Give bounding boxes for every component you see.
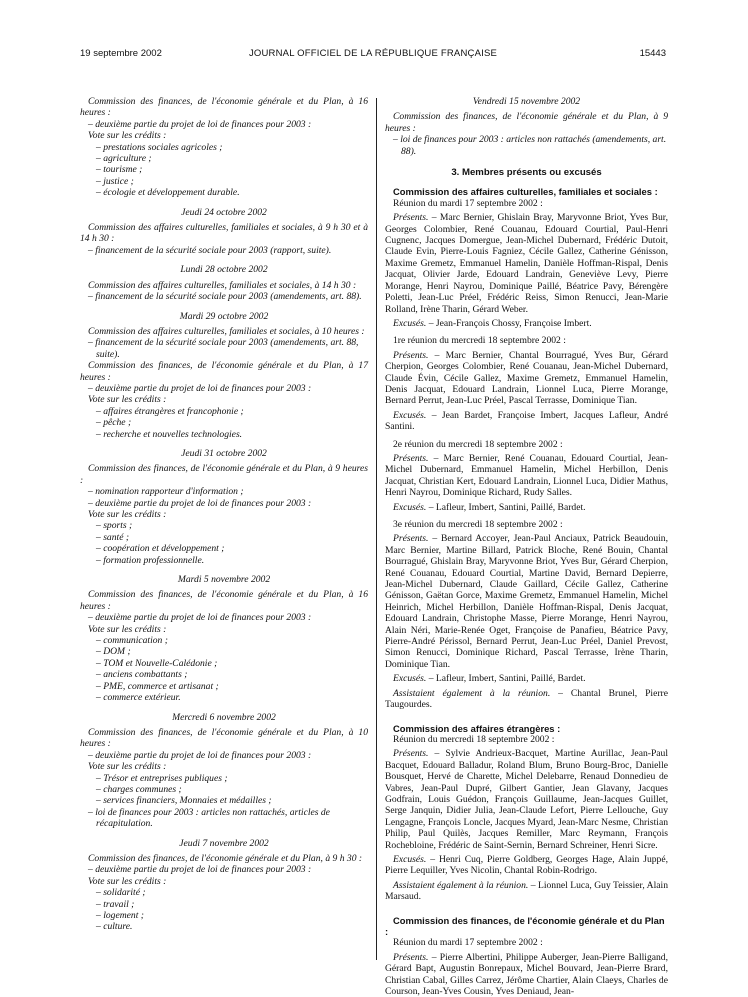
agenda-items [80, 119, 368, 130]
agenda-item: – nomination rapporteur d'information ; [88, 486, 244, 498]
agenda-item: – loi de finances pour 2003 : articles non rattachés (amendements, art. 88). [393, 134, 667, 157]
committee-name: Commission des finances, de l'économie générale et du Plan : [385, 914, 665, 937]
agenda-item: – deuxième partie du projet de loi de finances pour 2003 : [88, 497, 312, 509]
committee-name: Commission des affaires culturelles, familiales et sociales : [393, 186, 658, 198]
excused-label: Excusés. [393, 853, 427, 865]
agenda-items [385, 134, 668, 157]
committee-heading: Commission des affaires culturelles, familiales et sociales, à 9 h 30 et à 14 h 30 : [80, 222, 368, 245]
excused-list: – Lafleur, Imbert, Santini, Paillé, Bardet. [426, 501, 586, 513]
present-list: – Marc Bernier, Ghislain Bray, Maryvonne Briot, Yves Bur, Georges Colombier, René Couanau, Edouard Courtial, Paul-Henri Cugnenc, Jacques Domergue, Jean-Michel Dubernard, Frédéric Dutoit, Claude Evin, Pierre-Louis Fagniez, Cécile Gallez, Catherine Génisson, Maxime Gremetz, Emmanuel Hamelin, Danièle Hoffman-Rispal, Denis Jacquat, Olivier Jarde, Edouard Landrain, Geneviève Levy, Pierre Morange, Henri Nayrou, Dominique Paillé, Béatrice Pavy, Bérengère Poletti, Jean-Luc Préel, Frédéric Reiss, Simon Renucci, Jean-Marie Rolland, Irène Tharin, Gérard Weber. [385, 212, 668, 315]
credit-items [80, 142, 368, 199]
agenda-item: – deuxième partie du projet de loi de finances pour 2003 : [88, 382, 312, 394]
committee-heading: Commission des finances, de l'économie générale et du Plan, à 10 heures : [80, 726, 368, 750]
credit-items [80, 635, 368, 703]
credit-items [80, 406, 368, 440]
present-label: Présents. [393, 349, 429, 361]
page-number: 15443 [639, 48, 666, 59]
also-attending [385, 880, 668, 903]
committee-heading: Commission des finances, de l'économie générale et du Plan, à 17 heures : [80, 360, 368, 383]
present-members [385, 212, 668, 315]
left-column [80, 96, 368, 933]
credit-item: – culture. [96, 921, 133, 933]
credit-item: – communication ; [96, 635, 168, 647]
day-heading: Mercredi 6 novembre 2002 [172, 711, 276, 723]
agenda-item: – financement de la sécurité sociale pour 2003 (amendements, art. 88). [88, 291, 362, 303]
present-list: – Sylvie Andrieux-Bacquet, Martine Aurillac, Jean-Paul Bacquet, Edouard Balladur, Roland Blum, Bruno Bourg-Broc, Danielle Bousquet, Hervé de Charette, Michel Delebarre, Renaud Donnedieu de Vabres, Jean-Paul Dupré, Gilbert Gantier, Jean Glavany, Jacques Godfrain, Louis Guédon, François Guillaume, Jean-Jacques Guillet, Serge Janquin, Didier Julia, Jean-Claude Lefort, Pierre Lellouche, Guy Lengagne, François Loncle, Jacques Myard, Jean-Marc Nesme, Christian Philip, Paul Quilès, Jacques Remiller, Marc Reymann, François Rochebloine, Frédéric de Saint-Sernin, Bernard Schreiner, Henri Sicre. [385, 748, 668, 851]
excused-label: Excusés. [393, 673, 427, 685]
credit-item: – coopération et développement ; [96, 543, 225, 555]
committee-name: Commission des affaires étrangères : [393, 722, 561, 734]
credit-item: – justice ; [96, 175, 134, 187]
committee-heading: Commission des affaires culturelles, familiales et sociales, à 10 heures : [88, 325, 365, 337]
credit-item: – anciens combattants ; [96, 669, 188, 681]
meeting-date: Réunion du mercredi 18 septembre 2002 : [393, 733, 555, 745]
committee-heading: Commission des finances, de l'économie générale et du Plan, à 9 heures : [385, 111, 668, 134]
credit-item: – commerce extérieur. [96, 692, 181, 704]
present-label: Présents. [393, 212, 429, 224]
day-heading: Mardi 29 octobre 2002 [179, 310, 269, 322]
agenda-items [80, 486, 368, 509]
agenda-item: – financement de la sécurité sociale pour 2003 (amendements, art. 88, suite). [88, 337, 359, 360]
right-column [385, 96, 668, 997]
meeting-date: 1re réunion du mercredi 18 septembre 2002 : [393, 335, 566, 347]
credit-item: – santé ; [96, 531, 130, 543]
credit-item: – recherche et nouvelles technologies. [96, 428, 243, 440]
present-label: Présents. [393, 748, 429, 760]
agenda-item: – deuxième partie du projet de loi de finances pour 2003 : [88, 612, 312, 624]
committee-heading: Commission des finances, de l'économie générale et du Plan, à 16 heures : [80, 589, 368, 612]
day-heading: Vendredi 15 novembre 2002 [472, 96, 581, 107]
also-attending-list: – Lionnel Luca, Guy Teissier, Alain Marsaud. [385, 879, 668, 903]
also-attending [385, 688, 668, 711]
present-list: – Bernard Accoyer, Jean-Paul Anciaux, Patrick Beaudouin, Marc Bernier, Martine Billard, Patrick Bloche, René Bouin, Chantal Bourragué, Ghislain Bray, Maryvonne Briot, Yves Bur, Gérard Cherpion, René Couanau, Edouard Courtial, Martine David, Bernard Depierre, Jean-Michel Dubernard, Claude Gaillard, Cécile Gallez, Catherine Génisson, Gaëtan Gorce, Maxime Gremetz, Emmanuel Hamelin, Michel Heinrich, Michel Herbillon, Danièle Hoffman-Rispal, Denis Jacquat, Edouard Landrain, Christophe Masse, Pierre Morange, Henri Nayrou, Alain Néri, Marie-Renée Oget, Françoise de Panafieu, Béatrice Pavy, Pierre-André Périssol, Bernard Perrut, Jean-Luc Préel, Daniel Prevost, Simon Renucci, Dominique Richard, Pascal Terrasse, Irène Tharin, Dominique Tian. [385, 533, 668, 670]
credit-items [80, 887, 368, 933]
credit-items [80, 773, 368, 807]
agenda-items [80, 383, 368, 394]
excused-list: – Jean-François Chossy, Françoise Imbert. [426, 317, 592, 329]
excused-list: – Jean Bardet, Françoise Imbert, Jacques Lafleur, André Santini. [385, 409, 668, 433]
credit-item: – DOM ; [96, 646, 131, 658]
credit-item: – prestations sociales agricoles ; [96, 141, 223, 153]
also-attending-label: Assistaient également à la réunion. [393, 879, 529, 891]
agenda-item: – loi de finances pour 2003 : articles non rattachés, articles de récapitulation. [88, 806, 330, 830]
present-label: Présents. [393, 951, 429, 963]
vote-label: Vote sur les crédits : [88, 130, 167, 142]
meeting-date: Réunion du mardi 17 septembre 2002 : [393, 937, 543, 949]
agenda-items [80, 337, 368, 360]
agenda-items [80, 291, 368, 302]
agenda-items [80, 807, 368, 830]
meeting-date: 2e réunion du mercredi 18 septembre 2002 : [393, 438, 563, 450]
agenda-item: – financement de la sécurité sociale pour 2003 (rapport, suite). [88, 244, 332, 256]
credit-item: – solidarité ; [96, 887, 146, 899]
credit-item: – services financiers, Monnaies et médailles ; [96, 795, 272, 807]
excused-members [385, 318, 668, 329]
present-members [385, 533, 668, 670]
agenda-item: – deuxième partie du projet de loi de finances pour 2003 : [88, 118, 312, 130]
excused-label: Excusés. [393, 317, 427, 329]
day-heading: Jeudi 7 novembre 2002 [179, 837, 269, 849]
excused-label: Excusés. [393, 409, 427, 421]
credit-item: – logement ; [96, 910, 144, 921]
day-heading: Jeudi 24 octobre 2002 [181, 206, 267, 218]
agenda-items [80, 612, 368, 623]
vote-label: Vote sur les crédits : [88, 394, 167, 406]
committee-heading: Commission des finances, de l'économie générale et du Plan, à 9 h 30 : [88, 852, 363, 864]
present-members [385, 748, 668, 851]
agenda-item: – deuxième partie du projet de loi de finances pour 2003 : [88, 749, 312, 761]
vote-label: Vote sur les crédits : [88, 875, 167, 887]
credit-item: – charges communes ; [96, 783, 182, 795]
vote-label: Vote sur les crédits : [88, 623, 167, 635]
credit-item: – écologie et développement durable. [96, 187, 240, 199]
header-date: 19 septembre 2002 [80, 48, 162, 59]
agenda-items [80, 864, 368, 875]
column-divider [376, 98, 377, 960]
present-list: – Pierre Albertini, Philippe Auberger, Jean-Pierre Balligand, Gérard Bapt, Augustin Bonrepaux, Michel Bouvard, Jean-Pierre Brard, Christian Cabal, Gilles Carrez, Jérôme Chartier, Alain Claeys, Charles de Courson, Jean-Yves Cousin, Yves Deniaud, Jean- [385, 951, 668, 997]
meeting-date: Réunion du mardi 17 septembre 2002 : [393, 197, 543, 209]
present-label: Présents. [393, 533, 429, 545]
day-heading: Lundi 28 octobre 2002 [180, 264, 268, 276]
credit-item: – pêche ; [96, 417, 132, 429]
committee-heading: Commission des finances, de l'économie générale et du Plan, à 9 heures : [80, 463, 368, 486]
credit-item: – affaires étrangères et francophonie ; [96, 405, 244, 417]
excused-members [385, 673, 668, 684]
credit-item: – agriculture ; [96, 153, 152, 165]
also-attending-label: Assistaient également à la réunion. [393, 687, 551, 699]
day-heading: Jeudi 31 octobre 2002 [181, 447, 267, 459]
credit-item: – TOM et Nouvelle-Calédonie ; [96, 657, 218, 669]
present-members [385, 350, 668, 407]
agenda-items [80, 245, 368, 256]
credit-items [80, 520, 368, 566]
vote-label: Vote sur les crédits : [88, 761, 167, 773]
credit-item: – formation professionnelle. [96, 554, 205, 566]
present-label: Présents. [393, 452, 429, 464]
excused-members [385, 854, 668, 877]
present-members [385, 952, 668, 997]
day-heading: Mardi 5 novembre 2002 [177, 574, 271, 586]
page-header [80, 48, 666, 62]
agenda-items [80, 750, 368, 761]
section-title: 3. Membres présents ou excusés [451, 167, 602, 179]
credit-item: – sports ; [96, 520, 133, 532]
meeting-date: 3e réunion du mercredi 18 septembre 2002 : [393, 519, 563, 530]
committee-heading: Commission des finances, de l'économie générale et du Plan, à 16 heures : [80, 96, 368, 119]
credit-item: – tourisme ; [96, 164, 143, 176]
agenda-item: – deuxième partie du projet de loi de finances pour 2003 : [88, 864, 312, 876]
excused-members [385, 410, 668, 433]
excused-list: – Lafleur, Imbert, Santini, Paillé, Bardet. [426, 673, 586, 685]
credit-item: – travail ; [96, 898, 135, 910]
credit-item: – PME, commerce et artisanat ; [96, 680, 219, 692]
excused-label: Excusés. [393, 501, 427, 513]
present-list: – Marc Bernier, René Couanau, Edouard Courtial, Jean-Michel Dubernard, Emmanuel Hamelin, Michel Herbillon, Denis Jacquat, Christian Kert, Edouard Landrain, Lionnel Luca, Didier Mathus, Henri Nayrou, Dominique Richard, Rudy Salles. [385, 452, 668, 499]
excused-members [385, 502, 668, 513]
present-members [385, 453, 668, 499]
committee-heading: Commission des affaires culturelles, familiales et sociales, à 14 h 30 : [88, 279, 357, 291]
vote-label: Vote sur les crédits : [88, 509, 167, 520]
also-attending-list: – Chantal Brunel, Pierre Taugourdes. [385, 687, 668, 711]
credit-item: – Trésor et entreprises publiques ; [96, 772, 228, 784]
excused-list: – Henri Cuq, Pierre Goldberg, Georges Hage, Alain Juppé, Pierre Lequiller, Yves Nicolin, Chantal Robin-Rodrigo. [385, 853, 668, 877]
present-list: – Marc Bernier, Chantal Bourragué, Yves Bur, Gérard Cherpion, Georges Colombier, René Couanau, Jean-Michel Dubernard, Claude Évin, Cécile Gallez, Maxime Gremetz, Emmanuel Hamelin, Denis Jacquat, Edouard Landrain, Lionnel Luca, Pierre Morange, Bernard Perrut, Jean-Luc Préel, Pascal Terrasse, Dominique Tian. [385, 349, 668, 407]
journal-title: JOURNAL OFFICIEL DE LA RÉPUBLIQUE FRANÇAISE [248, 48, 498, 59]
